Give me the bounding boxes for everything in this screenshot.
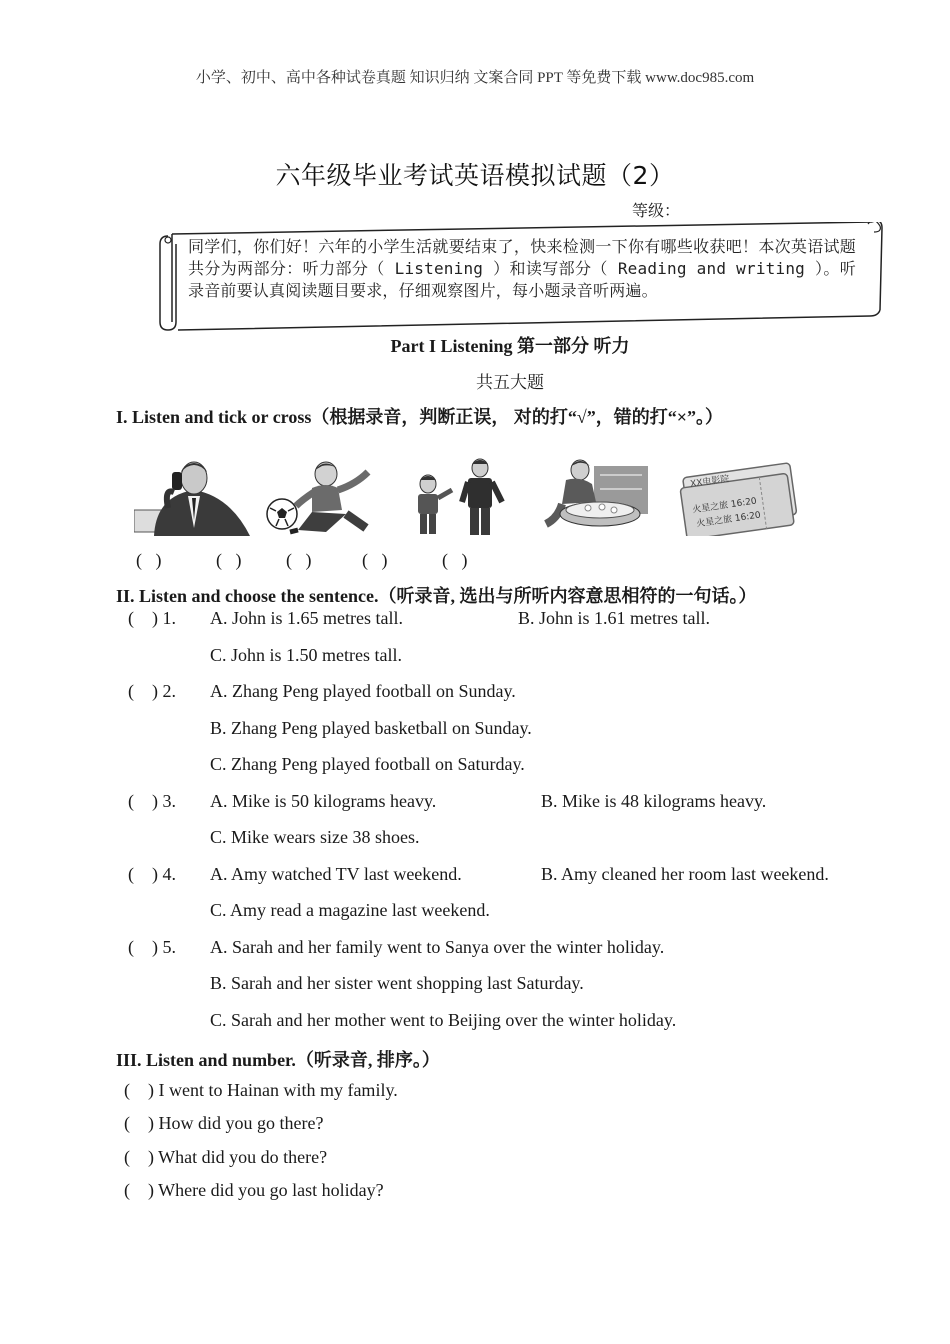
option-c: C. Sarah and her mother went to Beijing over the winter holiday.: [210, 1010, 677, 1030]
ticket-movie-time-2: 火星之旅 16:20: [695, 510, 762, 530]
boy-and-man-height-picture: [402, 458, 522, 536]
boy-playing-football-picture: [266, 458, 372, 536]
page-header: 小学、初中、高中各种试卷真题 知识归纳 文案合同 PPT 等免费下载 www.doc985.com: [195, 70, 755, 86]
question-number: ( ) 1.: [128, 608, 176, 628]
question-number: ( ) 3.: [128, 791, 176, 811]
section1-pictures: [128, 458, 818, 538]
ticket-movie-time-1: 火星之旅 16:20: [691, 496, 758, 516]
option-c: C. Zhang Peng played football on Saturday.: [210, 754, 525, 774]
option-c: C. Mike wears size 38 shoes.: [210, 827, 420, 847]
option-a: A. Sarah and her family went to Sanya over the winter holiday.: [210, 937, 665, 957]
section2-title: II. Listen and choose the sentence.（听录音, 选出与所听内容意思相符的一句话。）: [116, 586, 757, 606]
woman-washing-clothes-picture: [536, 458, 654, 536]
option-b: B. Zhang Peng played basketball on Sunday.: [210, 718, 532, 738]
answer-blank-4[interactable]: ( ): [362, 550, 388, 570]
movie-tickets-picture: [678, 458, 802, 536]
option-b: B. Mike is 48 kilograms heavy.: [541, 791, 767, 811]
option-c: C. John is 1.50 metres tall.: [210, 645, 402, 665]
part1-subtitle: 共五大题: [476, 373, 544, 393]
question-number: ( ) 2.: [128, 681, 176, 701]
answer-blank-1[interactable]: ( ): [136, 550, 162, 570]
answer-blank-3[interactable]: ( ): [286, 550, 312, 570]
grade-label: 等级：: [632, 201, 681, 220]
option-b: B. John is 1.61 metres tall.: [518, 608, 710, 628]
page-title: 六年级毕业考试英语模拟试题（2）: [275, 161, 675, 190]
intro-scroll-box: [158, 222, 886, 332]
number-item: ( ) How did you go there?: [124, 1113, 324, 1133]
option-a: A. John is 1.65 metres tall.: [210, 608, 403, 628]
option-a: A. Amy watched TV last weekend.: [210, 864, 462, 884]
question-number: ( ) 4.: [128, 864, 176, 884]
ticket-cinema-name: XX电影院: [689, 474, 731, 490]
man-on-phone-picture: [134, 458, 254, 536]
number-item: ( ) Where did you go last holiday?: [124, 1180, 384, 1200]
number-item: ( ) What did you do there?: [124, 1147, 328, 1167]
question-number: ( ) 5.: [128, 937, 176, 957]
section1-title: I. Listen and tick or cross（根据录音，判断正误， 对的打“√”，错的打“×”。）: [116, 407, 723, 427]
option-b: B. Amy cleaned her room last weekend.: [541, 864, 829, 884]
option-a: A. Mike is 50 kilograms heavy.: [210, 791, 437, 811]
part1-title: Part I Listening 第一部分 听力: [390, 336, 630, 356]
option-b: B. Sarah and her sister went shopping last Saturday.: [210, 973, 584, 993]
number-item: ( ) I went to Hainan with my family.: [124, 1080, 398, 1100]
option-a: A. Zhang Peng played football on Sunday.: [210, 681, 516, 701]
answer-blank-2[interactable]: ( ): [216, 550, 242, 570]
answer-blank-5[interactable]: ( ): [442, 550, 468, 570]
intro-text: 同学们，你们好！六年的小学生活就要结束了，快来检测一下你有哪些收获吧！本次英语试题共分为两部分：听力部分（ Listening ）和读写部分（ Reading and writing ）。听录音前要认真阅读题目要求，仔细观察图片，每小题录音听两遍。: [188, 237, 856, 300]
option-c: C. Amy read a magazine last weekend.: [210, 900, 490, 920]
section3-title: III. Listen and number.（听录音, 排序。）: [116, 1050, 440, 1070]
